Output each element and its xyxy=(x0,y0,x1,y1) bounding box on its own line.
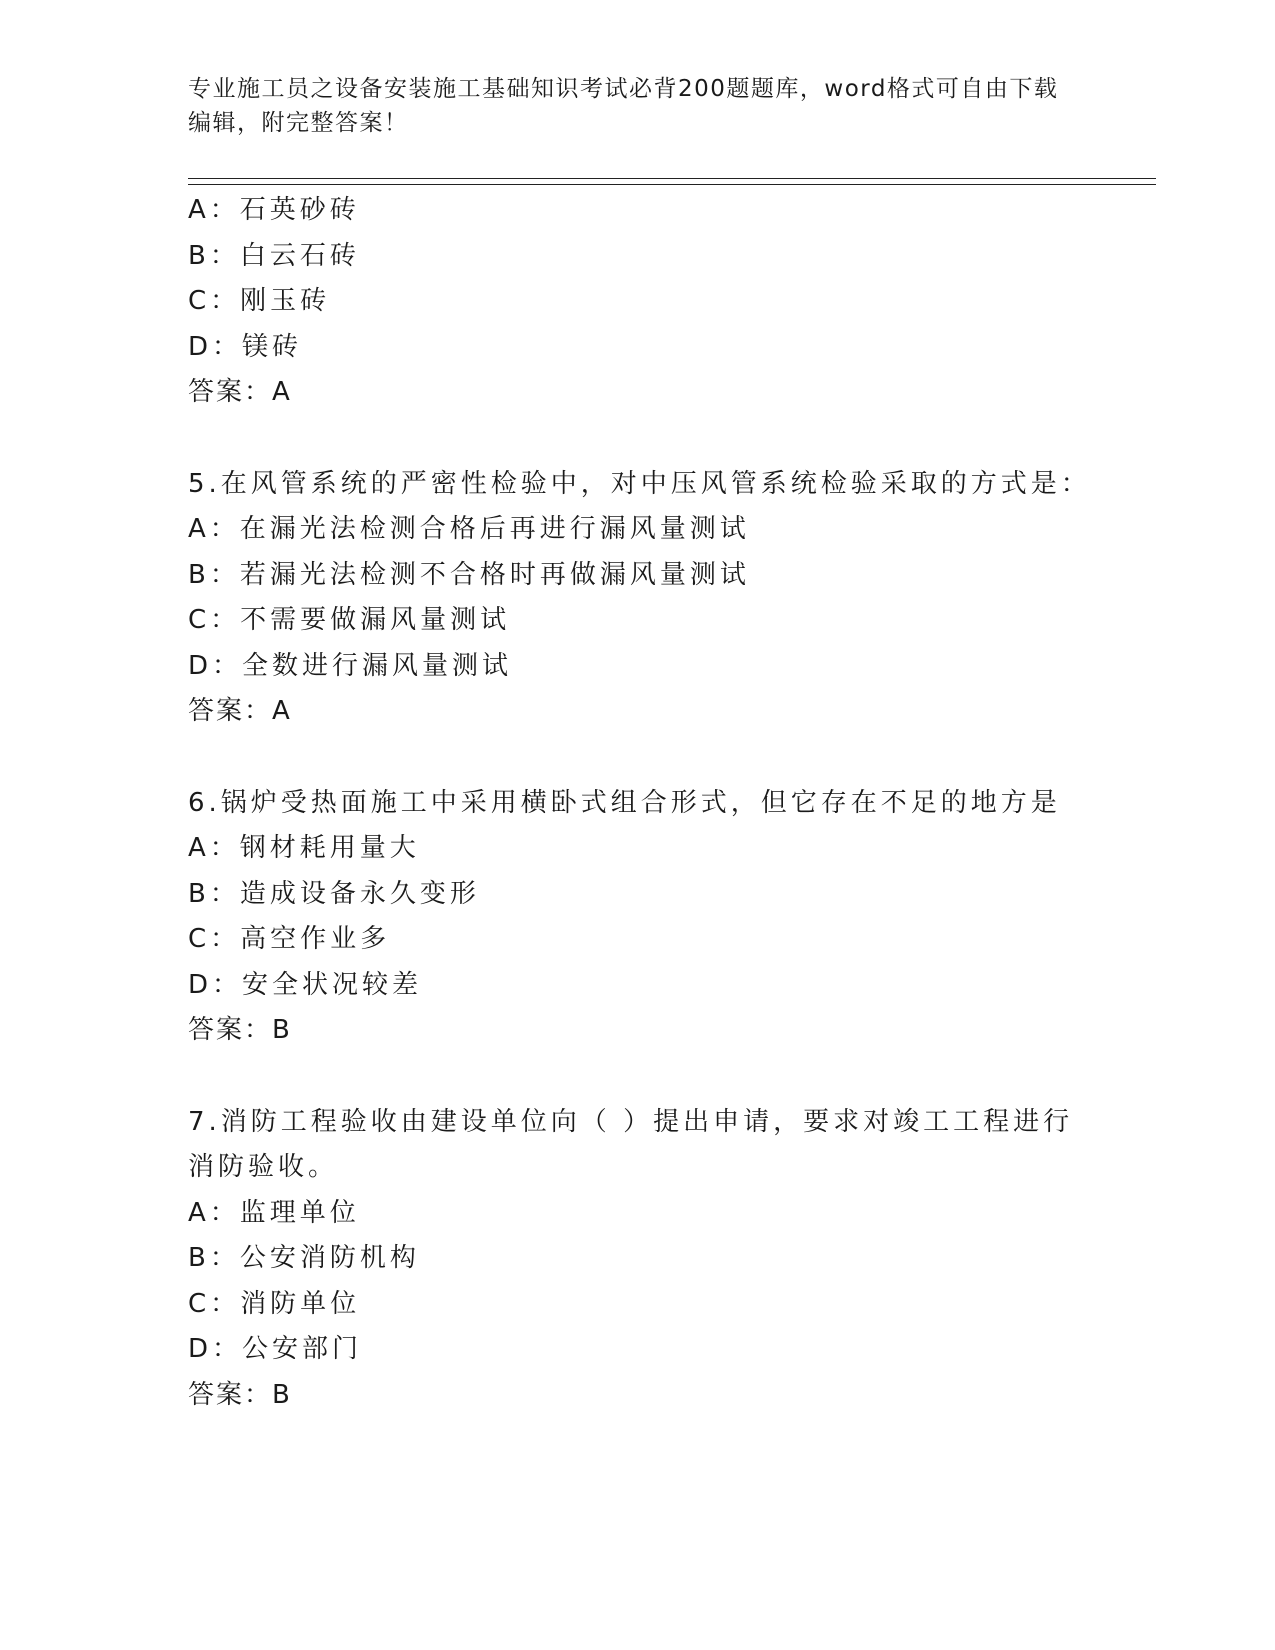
option-c: C：不需要做漏风量测试 xyxy=(188,605,511,635)
option-a: A：监理单位 xyxy=(188,1197,360,1228)
spacer xyxy=(188,735,1108,781)
question-list xyxy=(188,188,1108,1418)
option-c: C：刚玉砖 xyxy=(188,286,331,316)
question-stem: 6.锅炉受热面施工中采用横卧式组合形式，但它存在不足的地方是 xyxy=(188,787,1061,818)
option-c: C：消防单位 xyxy=(188,1288,361,1319)
header-divider xyxy=(188,178,1156,185)
question-block xyxy=(188,1100,1108,1419)
question-stem: 7.消防工程验收由建设单位向（ ）提出申请，要求对竣工工程进行消防验收。 xyxy=(188,1106,1074,1182)
option-b: B：白云石砖 xyxy=(188,240,360,271)
answer-line: 答案：B xyxy=(188,1379,292,1410)
question-block xyxy=(188,188,1108,416)
page-header: 专业施工员之设备安装施工基础知识考试必背200题题库，word格式可自由下载编辑，附完整答案！ xyxy=(188,76,1059,136)
option-a: A：石英砂砖 xyxy=(188,195,360,225)
answer-line: 答案：A xyxy=(188,377,292,407)
option-d: D：全数进行漏风量测试 xyxy=(188,650,513,681)
option-b: B：造成设备永久变形 xyxy=(188,878,480,909)
option-d: D：安全状况较差 xyxy=(188,969,423,1000)
option-d: D：镁砖 xyxy=(188,331,303,362)
question-stem: 5.在风管系统的严密性检验中，对中压风管系统检验采取的方式是： xyxy=(188,468,1091,499)
option-b: B：若漏光法检测不合格时再做漏风量测试 xyxy=(188,559,750,590)
spacer xyxy=(188,416,1108,462)
answer-line: 答案：B xyxy=(188,1015,292,1045)
spacer xyxy=(188,1054,1108,1100)
option-b: B：公安消防机构 xyxy=(188,1243,420,1273)
option-a: A：钢材耗用量大 xyxy=(188,833,420,863)
answer-line: 答案：A xyxy=(188,696,292,726)
question-block xyxy=(188,781,1108,1054)
option-c: C：高空作业多 xyxy=(188,924,391,954)
option-a: A：在漏光法检测合格后再进行漏风量测试 xyxy=(188,514,750,544)
question-block xyxy=(188,462,1108,735)
option-d: D：公安部门 xyxy=(188,1334,363,1364)
